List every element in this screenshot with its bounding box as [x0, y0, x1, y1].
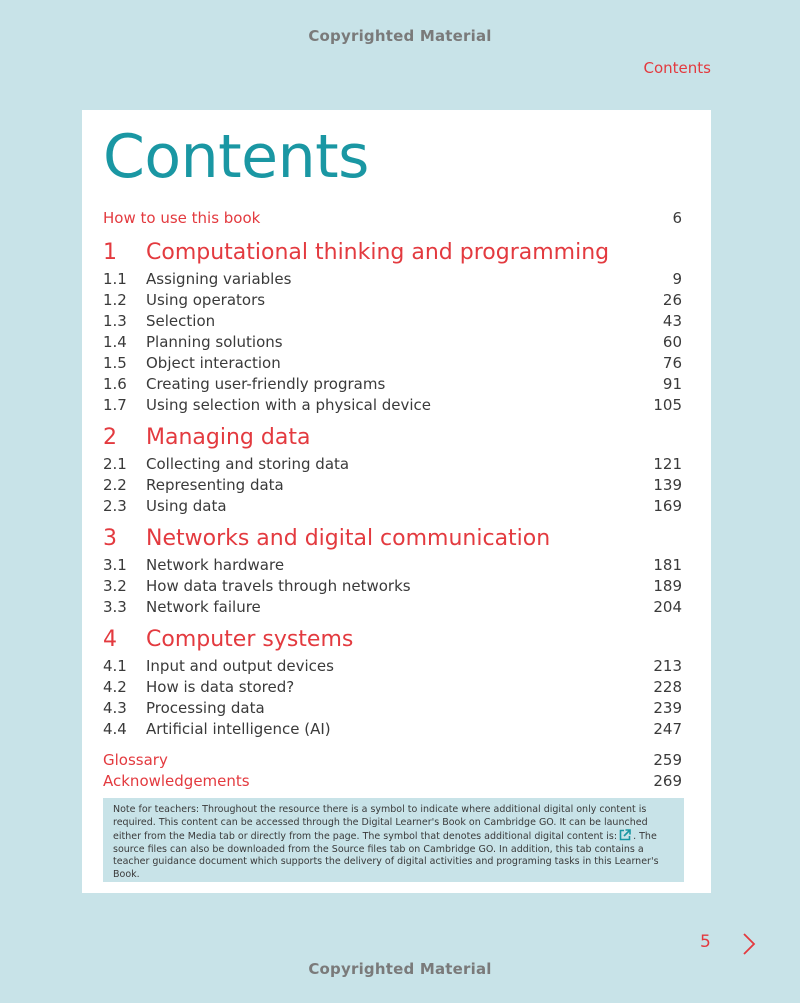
section-title: Input and output devices	[146, 657, 334, 675]
section-page: 189	[653, 577, 682, 595]
section-page: 9	[672, 270, 682, 288]
page-title: Contents	[103, 122, 369, 192]
running-head: Contents	[643, 59, 711, 77]
section-number: 2.3	[103, 497, 127, 515]
chapter-number: 4	[103, 627, 117, 652]
toc-section-row[interactable]	[103, 698, 682, 718]
section-title: Artificial intelligence (AI)	[146, 720, 331, 738]
section-number: 1.5	[103, 354, 127, 372]
section-number: 1.2	[103, 291, 127, 309]
contents-card	[82, 110, 711, 893]
chapter-title: Managing data	[146, 425, 311, 450]
chapter-number: 2	[103, 425, 117, 450]
section-number: 2.2	[103, 476, 127, 494]
section-title: Using selection with a physical device	[146, 396, 432, 414]
section-title: Network hardware	[146, 556, 285, 574]
toc-entry-label: Glossary	[103, 751, 168, 769]
toc-section-row[interactable]	[103, 475, 682, 495]
section-number: 1.1	[103, 270, 127, 288]
chapter-title: Computational thinking and programming	[146, 240, 610, 265]
toc-entry-label: Acknowledgements	[103, 772, 250, 790]
toc-section-row[interactable]	[103, 719, 682, 739]
section-number: 4.3	[103, 699, 127, 717]
section-title: Collecting and storing data	[146, 455, 350, 473]
toc-section-row[interactable]	[103, 290, 682, 310]
chapter-number: 3	[103, 526, 117, 551]
toc-entry-page: 6	[672, 209, 682, 227]
external-link-icon[interactable]	[619, 829, 631, 841]
section-title: Assigning variables	[146, 270, 292, 288]
section-number: 4.4	[103, 720, 127, 738]
chapter-title: Computer systems	[146, 627, 354, 652]
section-page: 169	[653, 497, 682, 515]
toc-section-row[interactable]	[103, 555, 682, 575]
toc-entry-glossary[interactable]	[103, 750, 682, 770]
section-page: 121	[653, 455, 682, 473]
section-title: Network failure	[146, 598, 261, 616]
section-title: Creating user-friendly programs	[146, 375, 386, 393]
chapter-number: 1	[103, 240, 117, 265]
toc-section-row[interactable]	[103, 454, 682, 474]
section-number: 3.1	[103, 556, 127, 574]
section-page: 26	[662, 291, 682, 309]
section-title: Processing data	[146, 699, 265, 717]
section-number: 2.1	[103, 455, 127, 473]
toc-section-row[interactable]	[103, 496, 682, 516]
toc-section-row[interactable]	[103, 374, 682, 394]
chapter-title: Networks and digital communication	[146, 526, 551, 551]
toc-section-row[interactable]	[103, 311, 682, 331]
section-title: How is data stored?	[146, 678, 295, 696]
section-page: 181	[653, 556, 682, 574]
section-title: Using data	[146, 497, 227, 515]
section-title: How data travels through networks	[146, 577, 411, 595]
section-page: 43	[662, 312, 682, 330]
toc-entry-acknowledgements[interactable]	[103, 771, 682, 791]
copyright-footer: Copyrighted Material	[308, 960, 492, 978]
toc-section-row[interactable]	[103, 597, 682, 617]
section-number: 4.2	[103, 678, 127, 696]
teacher-note-text-continued: . The source files can also be downloaded from the Source files tab on Cambridge GO. In addition, this tab contains a teacher guidance document which supports the delivery of digital activities and programing tasks in this Learner's Book.	[113, 831, 659, 880]
section-number: 4.1	[103, 657, 127, 675]
page-number: 5	[700, 932, 711, 952]
toc-section-row[interactable]	[103, 656, 682, 676]
section-title: Representing data	[146, 476, 284, 494]
toc-entry-how-to-use[interactable]	[103, 208, 682, 228]
section-page: 213	[653, 657, 682, 675]
toc-section-row[interactable]	[103, 677, 682, 697]
section-title: Selection	[146, 312, 216, 330]
teacher-note	[103, 798, 684, 882]
toc-section-row[interactable]	[103, 332, 682, 352]
section-page: 91	[662, 375, 682, 393]
section-number: 1.7	[103, 396, 127, 414]
section-number: 1.4	[103, 333, 127, 351]
section-number: 1.3	[103, 312, 127, 330]
toc-section-row[interactable]	[103, 269, 682, 289]
section-page: 239	[653, 699, 682, 717]
copyright-header: Copyrighted Material	[308, 27, 492, 45]
teacher-note-text: Note for teachers: Throughout the resource there is a symbol to indicate where additional digital only content is required. This content can be accessed through the Digital Learner's Book on Cambridge GO. It can be launched either from the Media tab or directly from the page. The symbol that denotes additional digital content is:	[113, 804, 648, 842]
section-title: Using operators	[146, 291, 266, 309]
toc-section-row[interactable]	[103, 353, 682, 373]
section-page: 228	[653, 678, 682, 696]
section-page: 76	[662, 354, 682, 372]
section-page: 204	[653, 598, 682, 616]
toc-entry-page: 269	[653, 772, 682, 790]
chevron-right-icon[interactable]	[740, 931, 758, 957]
section-number: 1.6	[103, 375, 127, 393]
section-page: 105	[653, 396, 682, 414]
toc-section-row[interactable]	[103, 576, 682, 596]
section-number: 3.3	[103, 598, 127, 616]
section-page: 139	[653, 476, 682, 494]
section-title: Planning solutions	[146, 333, 283, 351]
section-page: 247	[653, 720, 682, 738]
toc-entry-label: How to use this book	[103, 209, 261, 227]
section-page: 60	[662, 333, 682, 351]
section-title: Object interaction	[146, 354, 281, 372]
section-number: 3.2	[103, 577, 127, 595]
toc-entry-page: 259	[653, 751, 682, 769]
toc-section-row[interactable]	[103, 395, 682, 415]
